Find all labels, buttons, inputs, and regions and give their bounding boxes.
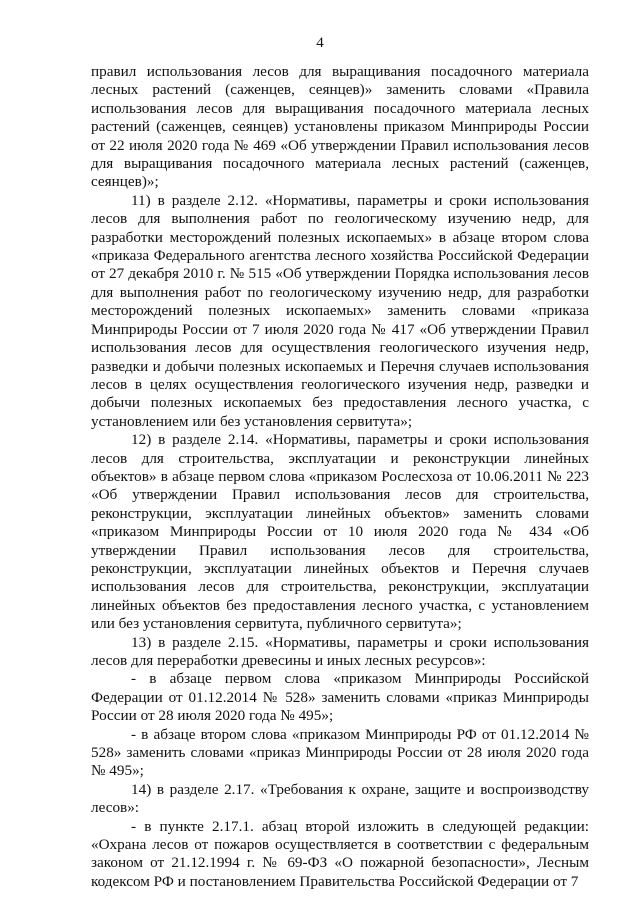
paragraph-item-11: 11) в разделе 2.12. «Нормативы, параметры и сроки использования лесов для выполнения работ по геологическому изучению недр, для разработки месторождений полезных ископаемых» в абзаце втором слова «приказа Федерального агентства лесного хозяйства Российской Федерации от 27 декабря 2010 г. № 515 «Об утверждении Порядка использования лесов для выполнения работ по геологическому изучению недр, для разработки месторождений полезных ископаемых» заменить словами «приказа Минприроды России от 7 июля 2020 года № 417 «Об утверждении Правил использования лесов для осуществления геологического изучения недр, разведки и добычи полезных ископаемых и Перечня случаев использования лесов в целях осуществления геологического изучения недр, разведки и добычи полезных ископаемых без предоставления лесного участка, с установлением или без установления сервитута»;	[91, 191, 589, 430]
paragraph-item-14: 14) в разделе 2.17. «Требования к охране, защите и воспроизводству лесов»:	[91, 780, 589, 817]
paragraph-item-12: 12) в разделе 2.14. «Нормативы, параметры и сроки использования лесов для строительства, эксплуатации и реконструкции линейных объектов» в абзаце первом слова «приказом Рослесхоза от 10.06.2011 № 223 «Об утверждении Правил использования лесов для строительства, реконструкции, эксплуатации линейных объектов» заменить словами «приказом Минприроды России от 10 июля 2020 года № 434 «Об утверждении Правил использования лесов для строительства, реконструкции, эксплуатации линейных объектов и Перечня случаев использования лесов для строительства, реконструкции, эксплуатации линейных объектов без предоставления лесного участка, с установлением или без установления сервитута, публичного сервитута»;	[91, 431, 589, 633]
paragraph-continuation: правил использования лесов для выращивания посадочного материала лесных растений (саженцев, сеянцев)» заменить словами «Правила использования лесов для выращивания посадочного материала лесных растений (саженцев, сеянцев) установлены приказом Минприроды России от 22 июля 2020 года № 469 «Об утверждении Правил использования лесов для выращивания посадочного материала лесных растений (саженцев, сеянцев)»;	[91, 63, 589, 191]
paragraph-bullet-first: - в абзаце первом слова «приказом Минприроды Российской Федерации от 01.12.2014 № 528» заменить словами «приказ Минприроды России от 28 июля 2020 года № 495»;	[91, 670, 589, 725]
paragraph-bullet-2-17-1: - в пункте 2.17.1. абзац второй изложить в следующей редакции: «Охрана лесов от пожаров осуществляется в соответствии с федеральным законом от 21.12.1994 г. № 69-ФЗ «О пожарной безопасности», Лесным кодексом РФ и постановлением Правительства Российской Федерации от 7	[91, 817, 589, 890]
document-body	[91, 63, 589, 891]
paragraph-item-13: 13) в разделе 2.15. «Нормативы, параметры и сроки использования лесов для переработки древесины и иных лесных ресурсов»:	[91, 633, 589, 669]
paragraph-bullet-second: - в абзаце втором слова «приказом Минприроды РФ от 01.12.2014 № 528» заменить словами «приказ Минприроды России от 28 июля 2020 года № 495»;	[91, 725, 589, 780]
page-number: 4	[316, 35, 324, 51]
